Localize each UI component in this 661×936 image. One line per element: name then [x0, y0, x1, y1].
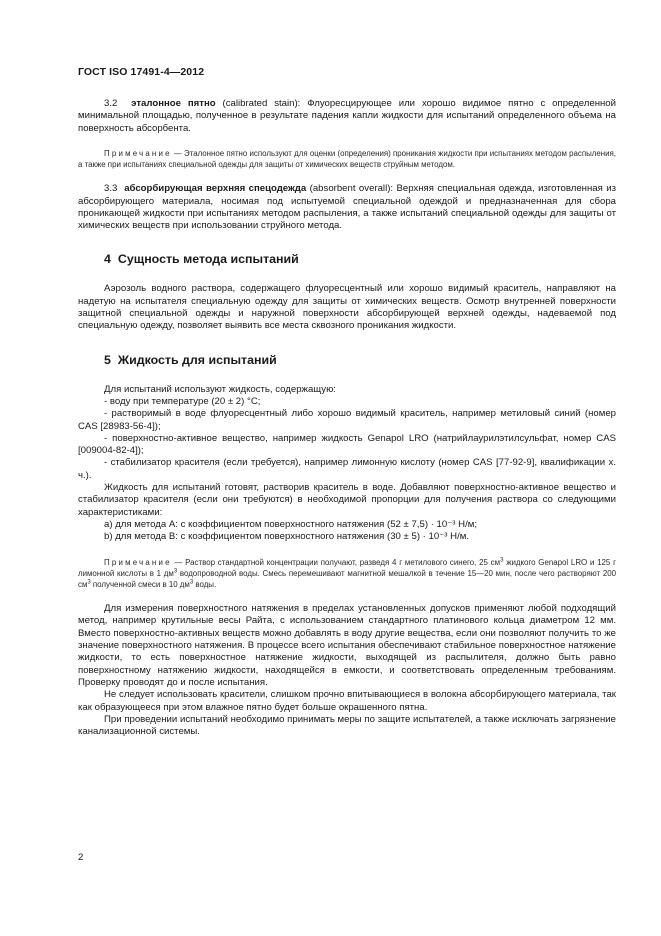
clause-text: (absorbent overall): Верхняя специальная одежда, изготовленная из абсорбирующего материала, носимая под испытуемой специальной одеждой и предназначенная для сбора проникающей жидкости при испытаниях методом распыления, а также испытаний специальной одежды для защиты от химических веществ при использовании струйного метода.: [78, 183, 616, 232]
superscript: 3: [173, 568, 178, 575]
note-label: Примечание: [104, 557, 172, 567]
note-text: — Раствор стандартной концентрации получают, разведя 4 г метилового синего, 25 см: [174, 557, 501, 567]
preparation-text: Жидкость для испытаний готовят, растворив краситель в воде. Добавляют поверхностно-активное вещество и стабилизатор красителя (если они требуются) в необходимой пропорции для получения раствора со следующими характеристиками:: [78, 482, 616, 518]
term: абсорбирующая верхняя спецодежда: [124, 183, 307, 195]
note-text: водопроводной воды. Смесь перемешивают магнитной мешалкой в течение 15—20 мин, после чего растворяют 200 см: [78, 568, 616, 589]
document-page: [78, 66, 616, 738]
list-item: - воду при температуре (20 ± 2) °С;: [104, 395, 261, 407]
note-text: полученной смеси в 10 дм: [90, 579, 190, 589]
note-1: [78, 148, 616, 170]
section-number: 5: [104, 352, 111, 367]
clause-number: 3.3: [104, 183, 118, 195]
section-5-heading: [78, 353, 616, 367]
section-4-heading: [78, 252, 616, 266]
superscript: 3: [500, 556, 504, 563]
note-label: Примечание: [104, 148, 172, 158]
document-header: ГОСТ ISO 17491-4—2012: [78, 66, 205, 78]
list-item: - поверхностно-активное вещество, например жидкость Genapol LRO (натрийлаурилэтилсульфат, номер CAS [009004-82-4]);: [78, 432, 616, 457]
section-number: 4: [104, 252, 111, 267]
note-text: воды.: [193, 579, 217, 589]
term: эталонное пятно: [131, 98, 216, 109]
list-item: - растворимый в воде флуоресцентный либо хорошо видимый краситель, например метиловый синий (номер CAS [28983-56-4]);: [78, 408, 616, 432]
clause-3-2: [78, 98, 616, 135]
safety-text: При проведении испытаний необходимо принимать меры по защите испытателей, а также исключать загрязнение канализационной системы.: [78, 713, 616, 738]
clause-number: 3.2: [104, 98, 118, 109]
section-title: Сущность метода испытаний: [117, 252, 299, 267]
clause-text: (calibrated stain): Флуоресцирующее или хорошо видимое пятно с определенной минимальной площадью, полученное в результате падения капли жидкости для испытаний определенного объема на поверхность абсорбента.: [78, 98, 616, 134]
note-text: жидкого Genapol LRO и 125 г лимонной кислоты в 1 дм: [78, 557, 616, 578]
section-title: Жидкость для испытаний: [117, 352, 277, 367]
clause-3-3: [78, 183, 616, 232]
list-item: - стабилизатор красителя (если требуется), например лимонную кислоту (номер CAS [77-92-9], квалификации х. ч.).: [78, 457, 616, 481]
dyes-text: Не следует использовать красители, слишком прочно впитывающиеся в волокна абсорбирующего материала, так как образующееся при этом влажное пятно будет больше окрашенного пятна.: [78, 689, 616, 713]
section-4-text: Аэрозоль водного раствора, содержащего флуоресцентный или хорошо видимый краситель, направляют на надетую на испытателя специальную одежду для защиты от химических веществ. Осмотр внутренней поверхности защитной специальной одежды и наружной поверхности абсорбирующей верхней одежды, надеваемой под специальную одежду, позволяет выявить все места сквозного проникания жидкости.: [78, 283, 616, 332]
page-number: 2: [78, 852, 84, 863]
note-2: [78, 557, 616, 591]
superscript: 3: [87, 579, 91, 586]
note-text: — Эталонное пятно используют для оценки (определения) проникания жидкости при испытаниях методом распыления, а также при испытаниях специальной одежды для защиты от химических веществ струйным методом.: [78, 148, 616, 170]
section-5-intro: Для испытаний используют жидкость, содержащую:: [104, 383, 336, 395]
method-b: b) для метода В: с коэффициентом поверхностного натяжения (30 ± 5) · 10⁻³ Н/м.: [104, 531, 469, 543]
measurement-text: Для измерения поверхностного натяжения в пределах установленных допусков применяют любой подходящий метод, например крутильные весы Райта, с использованием стандартного платинового кольца диаметром 12 мм. Вместо поверхностно-активных веществ можно добавлять в воду другие вещества, если они позволяют получить то же значение поверхностного натяжения. В процессе всего испытания обеспечивают стабильное поверхностное натяжение жидкости, то есть поверхностное натяжение жидкости, выходящей из распылителя, должно быть равно поверхностному натяжению жидкости, находящейся в емкости, и соответствовать определенным требованиям. Проверку проводят до и после испытания.: [78, 603, 616, 688]
superscript: 3: [189, 579, 194, 586]
method-a: а) для метода А: с коэффициентом поверхностного натяжения (52 ± 7,5) · 10⁻³ Н/м;: [104, 518, 477, 530]
